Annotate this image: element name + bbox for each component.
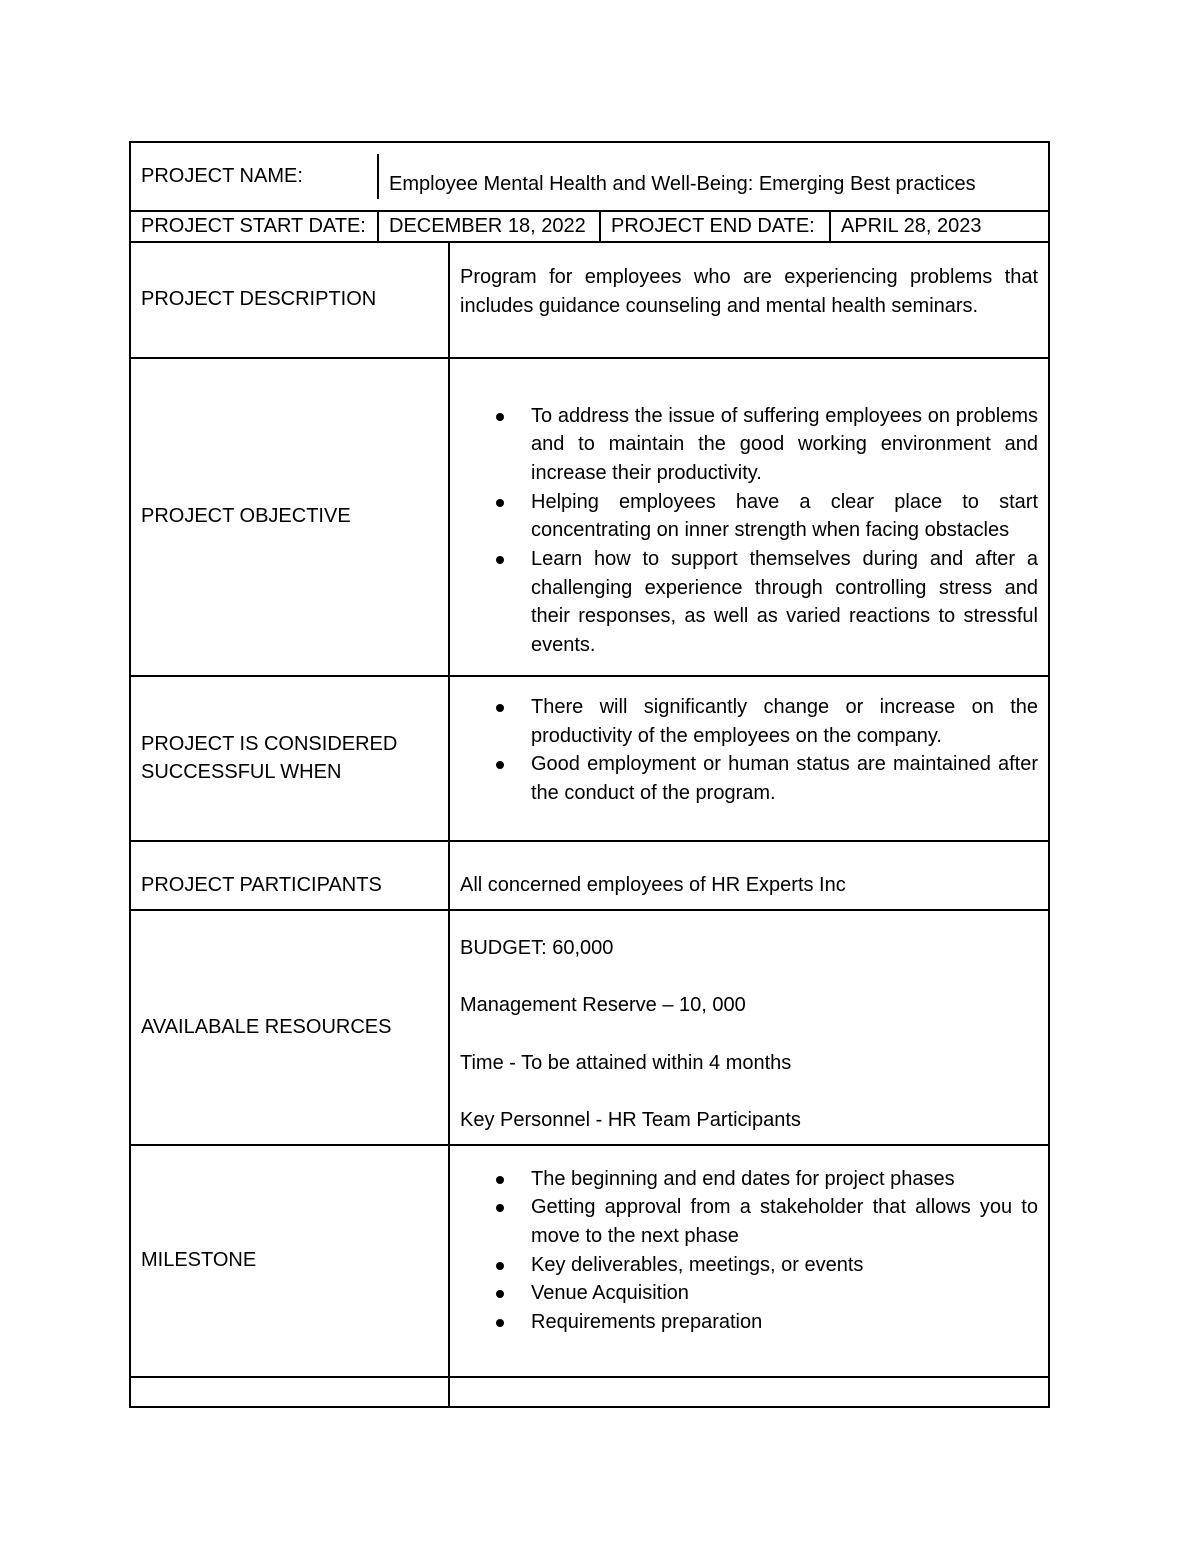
bullet-icon — [496, 413, 504, 421]
management-reserve-text: Management Reserve – 10, 000 — [460, 994, 746, 1017]
end-date-value: APRIL 28, 2023 — [830, 212, 1048, 241]
description-label: PROJECT DESCRIPTION — [130, 242, 449, 358]
participants-text: All concerned employees of HR Experts Inc — [449, 841, 1049, 910]
resources-label: AVAILABALE RESOURCES — [130, 910, 449, 1145]
milestone-label: MILESTONE — [130, 1145, 449, 1377]
start-date-label: PROJECT START DATE: — [141, 215, 366, 237]
start-date-value: DECEMBER 18, 2022 — [378, 212, 600, 241]
list-item: Helping employees have a clear place to start concentrating on inner strength when facing obstacles — [531, 488, 1038, 545]
list-item: The beginning and end dates for project phases — [531, 1165, 1038, 1194]
list-item: Good employment or human status are maintained after the conduct of the program. — [531, 750, 1038, 807]
participants-row — [130, 841, 1049, 910]
list-item: Venue Acquisition — [531, 1279, 1038, 1308]
bullet-icon — [496, 1262, 504, 1270]
list-item: Getting approval from a stakeholder that allows you to move to the next phase — [531, 1193, 1038, 1250]
objective-label: PROJECT OBJECTIVE — [130, 358, 449, 676]
empty-row — [130, 1377, 1049, 1407]
bullet-icon — [496, 499, 504, 507]
success-list — [460, 693, 1038, 808]
description-row — [130, 242, 1049, 358]
project-charter-table — [129, 141, 1050, 1408]
empty-cell-left — [130, 1377, 449, 1407]
success-row — [130, 676, 1049, 841]
list-item: Learn how to support themselves during and after a challenging experience through controlling stress and their responses, as well as varied reactions to stressful events. — [531, 545, 1038, 660]
project-dates-row — [130, 211, 1049, 242]
project-name-label: PROJECT NAME: — [141, 165, 303, 188]
budget-text: BUDGET: 60,000 — [460, 936, 614, 959]
list-item: Key deliverables, meetings, or events — [531, 1251, 1038, 1280]
bullet-icon — [496, 1176, 504, 1184]
bullet-icon — [496, 761, 504, 769]
bullet-icon — [496, 1290, 504, 1298]
objective-row — [130, 358, 1049, 676]
success-label-line1: PROJECT IS CONSIDERED — [141, 732, 398, 755]
bullet-icon — [496, 1204, 504, 1212]
description-text: Program for employees who are experiencing problems that includes guidance counseling and mental health seminars. — [449, 242, 1049, 358]
objective-list — [460, 402, 1038, 660]
key-personnel-text: Key Personnel - HR Team Participants — [460, 1108, 801, 1131]
time-text: Time - To be attained within 4 months — [460, 1051, 792, 1074]
bullet-icon — [496, 556, 504, 564]
list-item: Requirements preparation — [531, 1308, 1038, 1337]
milestone-row — [130, 1145, 1049, 1377]
list-item: To address the issue of suffering employees on problems and to maintain the good working environment and increase their productivity. — [531, 402, 1038, 488]
success-label-line2: SUCCESSFUL WHEN — [141, 761, 342, 784]
project-name-row — [130, 142, 1049, 211]
list-item: There will significantly change or increase on the productivity of the employees on the company. — [531, 693, 1038, 750]
end-date-label: PROJECT END DATE: — [600, 212, 830, 241]
empty-cell-right — [449, 1377, 1049, 1407]
resources-row — [130, 910, 1049, 1145]
bullet-icon — [496, 1319, 504, 1327]
bullet-icon — [496, 704, 504, 712]
milestone-list — [460, 1165, 1038, 1337]
participants-label: PROJECT PARTICIPANTS — [130, 841, 449, 910]
project-name-value: Employee Mental Health and Well-Being: Emerging Best practices — [378, 154, 1048, 199]
